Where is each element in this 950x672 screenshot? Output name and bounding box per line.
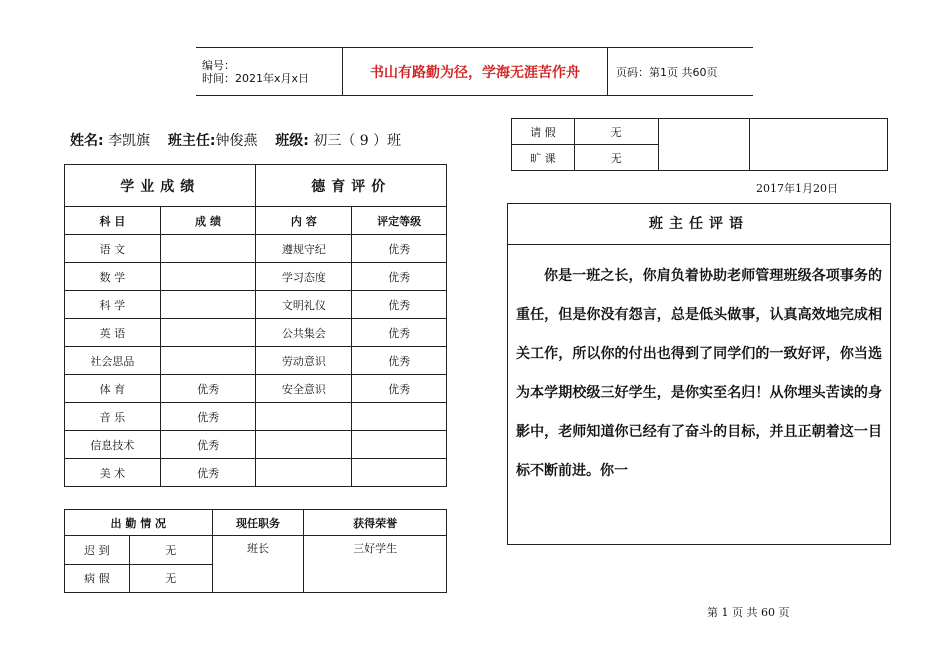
- level-cell: [352, 459, 447, 487]
- grades-table: [64, 164, 447, 487]
- student-name: 李凯旗: [108, 133, 151, 149]
- content-cell: 遵规守纪: [256, 235, 352, 263]
- table-row: [65, 375, 447, 403]
- teacher-name: 钟俊燕: [215, 133, 258, 149]
- class-label: 班级:: [275, 133, 309, 149]
- subject-cell: 科 学: [65, 291, 161, 319]
- subject-cell: 社会思品: [65, 347, 161, 375]
- late-value: 无: [129, 536, 212, 565]
- page-footer: 第 1 页 共 60 页: [707, 606, 790, 619]
- subject-cell: 信息技术: [65, 431, 161, 459]
- col-score: 成 绩: [160, 207, 256, 235]
- level-cell: 优秀: [352, 263, 447, 291]
- level-cell: [352, 431, 447, 459]
- content-cell: 安全意识: [256, 375, 352, 403]
- position-value: 班长: [212, 536, 304, 593]
- score-cell: [160, 291, 256, 319]
- leave-table: [511, 118, 888, 171]
- comment-title: 班主任评语: [508, 204, 890, 245]
- table-row: [65, 403, 447, 431]
- position-title: 现任职务: [212, 510, 304, 536]
- name-label: 姓名:: [70, 133, 104, 149]
- score-cell: [160, 347, 256, 375]
- late-label: 迟 到: [65, 536, 130, 565]
- subject-cell: 音 乐: [65, 403, 161, 431]
- teacher-comment-box: [507, 203, 891, 545]
- table-row: [65, 263, 447, 291]
- table-row: [65, 347, 447, 375]
- personal-leave-value: 无: [574, 119, 658, 145]
- subject-cell: 英 语: [65, 319, 161, 347]
- content-cell: 文明礼仪: [256, 291, 352, 319]
- level-cell: 优秀: [352, 347, 447, 375]
- score-cell: 优秀: [160, 375, 256, 403]
- score-cell: 优秀: [160, 403, 256, 431]
- subject-cell: 美 术: [65, 459, 161, 487]
- level-cell: 优秀: [352, 319, 447, 347]
- page-label: 页码：第1页 共60页: [608, 48, 754, 96]
- score-cell: [160, 319, 256, 347]
- table-row: [65, 291, 447, 319]
- table-row: [65, 431, 447, 459]
- score-cell: [160, 235, 256, 263]
- content-cell: 公共集会: [256, 319, 352, 347]
- attendance-title: 出 勤 情 况: [65, 510, 213, 536]
- content-cell: 学习态度: [256, 263, 352, 291]
- moral-title: 德育评价: [256, 165, 447, 207]
- table-row: [65, 235, 447, 263]
- subject-cell: 数 学: [65, 263, 161, 291]
- level-cell: 优秀: [352, 235, 447, 263]
- motto: 书山有路勤为径，学海无涯苦作舟: [343, 48, 608, 96]
- student-info: [70, 130, 401, 150]
- teacher-label: 班主任:: [167, 133, 216, 149]
- attendance-table: [64, 509, 447, 593]
- content-cell: [256, 459, 352, 487]
- subject-cell: 语 文: [65, 235, 161, 263]
- absent-value: 无: [574, 145, 658, 171]
- sick-label: 病 假: [65, 564, 130, 593]
- document-header: [196, 47, 753, 96]
- content-cell: [256, 431, 352, 459]
- level-cell: [352, 403, 447, 431]
- comment-date: 2017年1月20日: [756, 182, 838, 195]
- comment-text: 你是一班之长，你肩负着协助老师管理班级各项事务的重任，但是你没有怨言，总是低头做事，认真高效地完成相关工作，所以你的付出也得到了同学们的一致好评，你当选为本学期校级三好学生，是你实至名归！从你埋头苦读的身影中，老师知道你已经有了奋斗的目标，并且正朝着这一目标不断前进。你一: [516, 268, 882, 479]
- level-cell: 优秀: [352, 375, 447, 403]
- header-meta: [196, 48, 343, 96]
- leave-blank-cell: [750, 119, 888, 171]
- academic-title: 学业成绩: [65, 165, 256, 207]
- sick-value: 无: [129, 564, 212, 593]
- id-label: 编号：: [202, 58, 235, 72]
- table-row: [65, 319, 447, 347]
- absent-label: 旷 课: [512, 145, 575, 171]
- score-cell: 优秀: [160, 459, 256, 487]
- time-label: 时间：2021年x月x日: [202, 71, 310, 85]
- personal-leave-label: 请 假: [512, 119, 575, 145]
- score-cell: 优秀: [160, 431, 256, 459]
- table-row: [65, 459, 447, 487]
- leave-blank-cell: [658, 119, 750, 171]
- honor-value: 三好学生: [304, 536, 447, 593]
- content-cell: 劳动意识: [256, 347, 352, 375]
- col-subject: 科 目: [65, 207, 161, 235]
- content-cell: [256, 403, 352, 431]
- col-level: 评定等级: [352, 207, 447, 235]
- class-name: 初三（ 9 ）班: [313, 133, 402, 149]
- score-cell: [160, 263, 256, 291]
- honor-title: 获得荣誉: [304, 510, 447, 536]
- level-cell: 优秀: [352, 291, 447, 319]
- subject-cell: 体 育: [65, 375, 161, 403]
- col-content: 内 容: [256, 207, 352, 235]
